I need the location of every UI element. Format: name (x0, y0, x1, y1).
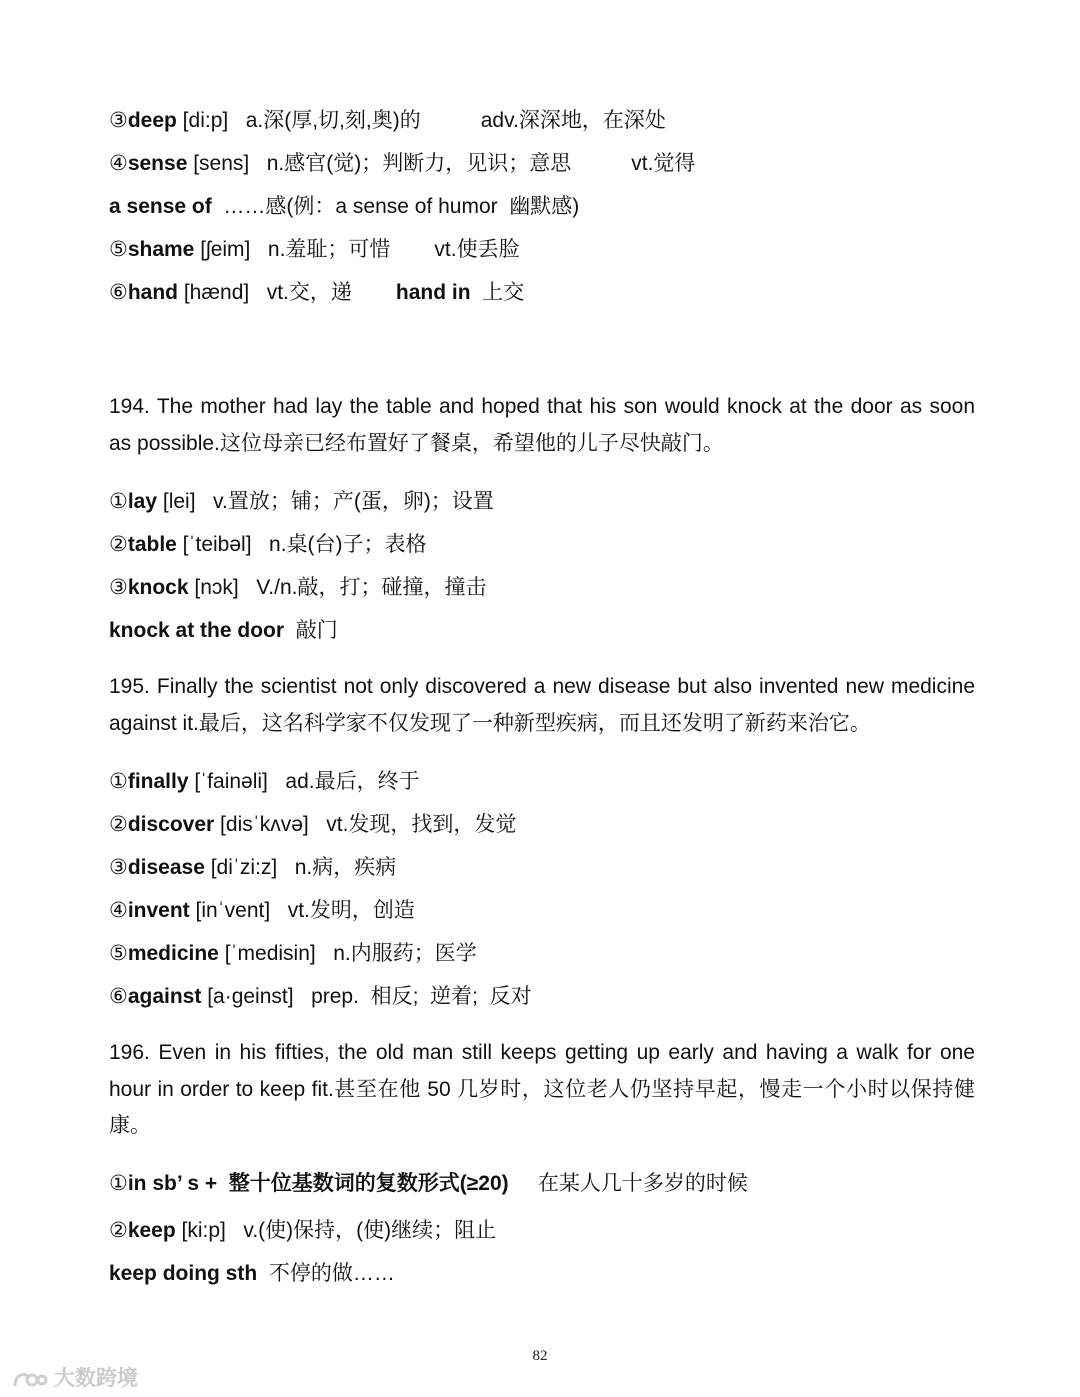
watermark-logo-icon (12, 1368, 48, 1390)
vocab-line: ②discover [disˈkʌvə] vt.发现，找到，发觉 (109, 813, 517, 836)
sentence-195: 195. Finally the scientist not only discovered a new disease but also invented new medicine against it.最后，这名科学家不仅发现了一种新型疾病，而且还发明了新药来治它。 (109, 675, 975, 735)
vocab-line: ②table [ˈteibəl] n.桌(台)子；表格 (109, 533, 427, 556)
vocab-line: ③deep [di:p] a.深(厚,切,刻,奥)的 adv.深深地，在深处 (109, 109, 666, 132)
sentence-194: 194. The mother had lay the table and hoped that his son would knock at the door as soon as possible.这位母亲已经布置好了餐桌，希望他的儿子尽快敲门。 (109, 395, 975, 455)
vocab-line: ②keep [ki:p] v.(使)保持，(使)继续；阻止 (109, 1219, 497, 1242)
vocab-line: ①in sb’ s + 整十位基数词的复数形式(≥20) 在某人几十多岁的时候 (109, 1172, 748, 1195)
watermark-text: 大数跨境 (53, 1367, 138, 1390)
vocab-line: ③knock [nɔk] V./n.敲，打；碰撞，撞击 (109, 576, 487, 599)
page-number: 82 (532, 1348, 548, 1364)
vocab-line: keep doing sth 不停的做…… (109, 1262, 395, 1285)
watermark (12, 1362, 138, 1392)
vocab-line: ⑥against [a·geinst] prep. 相反; 逆着; 反对 (109, 985, 532, 1008)
sentence-196: 196. Even in his fifties, the old man still keeps getting up early and having a walk for one hour in order to keep fit.甚至在他 50 几岁时，这位老人仍坚持早起，慢走一个小时以保持健康。 (109, 1041, 975, 1137)
vocab-line: ①lay [lei] v.置放；铺；产(蛋，卵)；设置 (109, 490, 494, 513)
vocab-line: ⑤shame [ʃeim] n.羞耻；可惜 vt.使丢脸 (109, 238, 520, 261)
vocab-line: a sense of ……感(例：a sense of humor 幽默感) (109, 195, 580, 218)
vocab-line: knock at the door 敲门 (109, 619, 338, 642)
vocab-line: ④invent [inˈvent] vt.发明，创造 (109, 899, 415, 922)
vocab-line: ③disease [diˈzi:z] n.病，疾病 (109, 856, 397, 879)
vocab-line: ④sense [sens] n.感官(觉)；判断力，见识；意思 vt.觉得 (109, 152, 696, 175)
vocab-line: ⑥hand [hænd] vt.交，递 hand in 上交 (109, 281, 525, 304)
vocab-line: ⑤medicine [ˈmedisin] n.内服药；医学 (109, 942, 477, 965)
vocab-line: ①finally [ˈfainəli] ad.最后，终于 (109, 770, 420, 793)
